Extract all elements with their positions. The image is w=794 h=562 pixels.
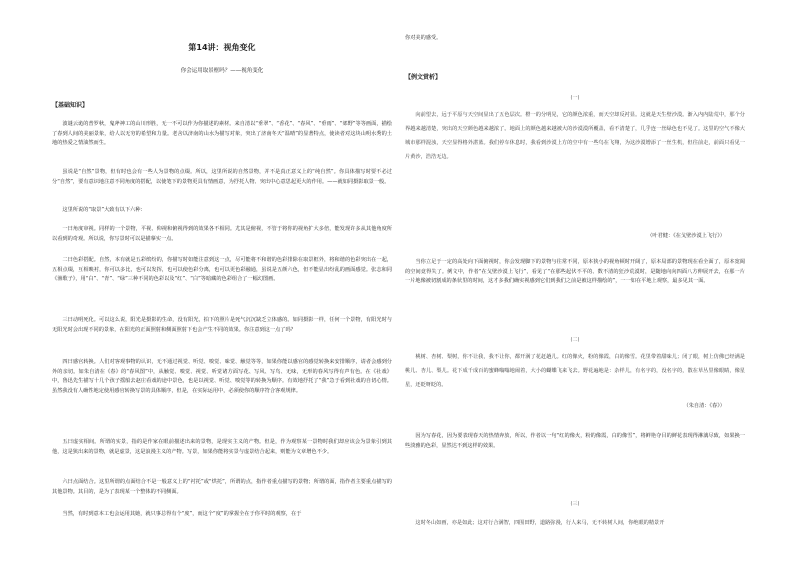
- example-number: (一): [570, 95, 580, 101]
- body-paragraph: 五曰虚实相间。所谓的实景，指的是作家在眼前描述出来的景物，是现实主义的产物。但是，作为观察某一景物时我们却应该会为景象引到其他，这是狭出来的景物，就是虚景，这是浪漫主义的产物。写景，如果你能将实景与虚景结合起来，则能为文章增色不少。: [52, 439, 392, 455]
- example-text: 这时冬山如画，亦是如此；这对行合满智，四围田野，道路弥漫，行人来马，无不转树人间，你绝眼的精景开: [415, 520, 665, 526]
- lesson-subtitle: 你会运用取景框吗？——视角变化: [180, 68, 264, 74]
- body-paragraph: 波谜云诡的普罗秋，鬼斧神工的山川形胜，无一不可以作为你描述的素材。来自清以“垂翠”、“香花”、“春风”、“垂雨”、“郊野”等等画面，描绘了春到人间的美丽景象，给人以无穷的希望和力量。老舍以济南的山水为描写对象，突出了济南冬天“温晴”的显著特点，使读者对这块山明水秀的土地的热爱之情油然而生。: [52, 121, 392, 147]
- example-text: 桃树、杏树、梨树，你不让我，我不让你，都开满了花赶趟儿。红的像火，粉的像霞，白的像雪。花里带着甜味儿；闭了眼，树上仿佛已经满是桃儿、杏儿、梨儿。花下成千成百的蜜蜂嗡嗡地闹着，大小的蝴蝶飞来飞去。野花遍地是：杂样儿，有名字的，没名字的，散在草丛里像眼睛，像星星，还眨呀眨的。: [405, 354, 745, 388]
- body-paragraph: 六曰点面结合。这里所谓的点面结合不是一般意义上的“衬托”或“烘托”，所谓的点，指作者重点描写的景物；所谓的面，指作者主要重点描写的其他景物。其目的，是为了表现某一个整体的不同侧面。: [52, 479, 392, 495]
- example-analysis-label: 【例文赏析】: [405, 74, 442, 81]
- body-paragraph: 二曰色彩搭配。自然，本有就是五彩缤纷的，你描写时如能注意到这一点，尽可能将不和谐的色彩排除在取景框外，将和谐的色彩突出在一起，五相点缀，互相映衬，你可以多比，也可以发挥，也可以使色彩分离，也可以更色彩融通，虽说是五颜六色，但不能显出纷乱的画面感觉。张志和同《渔歌子》，用“白”、“青”、“绿”三种不同的色彩以及“红”、“白”等暗藏的色彩组合了一幅幻图画。: [52, 257, 392, 283]
- example-number: (二): [570, 337, 580, 343]
- analysis-paragraph: 因为写春花，因为要表现春天的热情奔放，所以，作者以一句“红的像火，粉的像霞，白的像雪”，将鲜艳夺目的鲜花表现得淋漓尽致，如果换一些淡雅的色彩，显然达不到这样的效果。: [405, 433, 745, 449]
- example-text: 向前望去，远于平原与天空间显出了五色层次。橙一的分明晃，它的颜色浓重，而天空却反衬显。这就是天生壁沙漠。渐入内内陆荒中，那个分界越来越清楚，突出的天空颜色越来越浓了。地面上的颜色越来越被大的沙漠漠所覆盖，看不清楚了，几乎连一丝绿色也不见了。这里的空气不像大城市那样混浊，天空显得格外湛蓝。我们停车休息时，我看到沙漠上方的空中有一些鸟在飞翔，为这沙漠增添了一丝生机，但往前走，前面只看见一片黄沙，浩浩无边。: [405, 112, 745, 160]
- continuation-text: 你对美的感受。: [405, 35, 442, 41]
- body-paragraph: 三曰动明死化。可以这么说，阳光是摄影的生命，没有阳光，拍下的照片是死气沉沉缺乏立体感的。如同摄影一样，任何一个景物，有阳光时与无阳光时会出现不同的景象，在阳光的正面照射和侧面照射下也会产生不同的效果。你注意到这一点了吗？: [52, 317, 392, 333]
- body-paragraph: 这里所说的“取景”大致有以下六种：: [62, 207, 146, 213]
- basic-knowledge-label: 【基础知识】: [52, 102, 89, 109]
- body-paragraph: 虽说是“自然”景物，但有时也会有一些人为景物的点缀。所以，这里所说的自然景物，并不是真正意义上的“纯自然”。你具体描写时要不必过分“自然”，要有意识地注意不同角度的搭配，以使笔下的景物更具有情画意，为抒托人物、突出中心意思起更大的作用。——就如同摄影取景一般。: [52, 169, 392, 185]
- body-paragraph: 当然，有时到意本工也会运用其她，就只事总得有个“度”，而这个“度”的掌握全在于你平时的观察，在于: [62, 511, 302, 517]
- body-paragraph: 四曰感官转换。人们对客观事物的认识，无不通过视觉、听觉、嗅觉、味觉、触觉等等，如果你能以感官的感觉转换来安排顺序，请者会感到分外的亲切。如朱自清在《春》的“春风图”中，从触觉、嗅觉、视觉、听觉诸方面写花、写风、写鸟、无味，无形的春风写得有声有色。在《社戏》中，鲁迅先生描写十几个孩子摇船去赵庄看戏的途中景色，也是以视觉、听觉、嗅觉等的转换为顺序。有效地抒托了“我”急于看到社戏的自切心情。虽然我没有人确性地定使用感官转换写景的具体顺序，但是，在实际运用中，必须使你的顺序符合客观规律。: [52, 359, 392, 394]
- example-citation: （叶君健：《在戈壁沙漠上飞行》）: [647, 233, 725, 239]
- example-number: (三): [570, 501, 580, 507]
- lesson-title: 第14讲：视角变化: [188, 43, 256, 52]
- body-paragraph: 一曰角度审视。同样的一个景物，平视、仰视和俯视得到的效果各不相同。尤其是俯视，不管于将你的视角扩大多倍，能发现许多从其他角度所以看到的奇观。所以说，你写景时可以是描摹实一点。: [52, 226, 392, 242]
- example-citation: （朱自清：《春》）: [683, 403, 725, 409]
- analysis-paragraph: 当你立足于一定的高处向下面俯视时，你会发现脚下的景物与往常不同，原本狭小的视角顿时开阔了，原本局部的景物现在看全面了，原本宽阔的空间竟得失了。例文中，作者“在戈壁沙漠上飞行”，看见了“在那些起伏不平的、数不清的狂沙荒漠时，是随地向向四面八方伸展开去，在那一片一片地像被切割成的条状里的时间，这才多我们确实视感到它们到我们之前是被这样描绘的”，一一如在平地上观察，最多见其一面。: [405, 259, 745, 285]
